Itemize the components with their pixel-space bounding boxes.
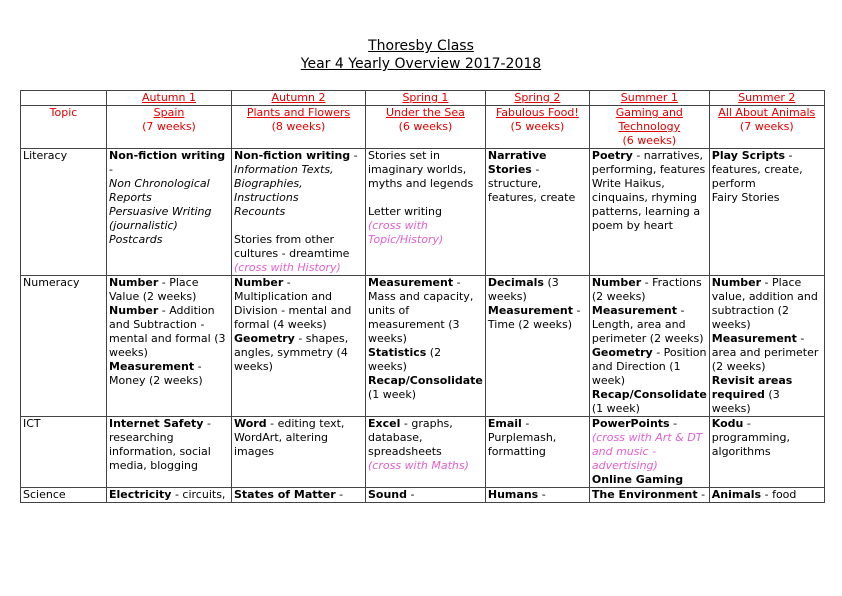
row-label-topic: Topic	[21, 106, 107, 149]
cell-text: Fairy Stories	[711, 191, 780, 204]
cell-text: Non Chronological Reports	[109, 177, 210, 204]
cell-text: Recounts	[234, 205, 286, 218]
cell-heading: Revisit areas required	[711, 374, 793, 401]
cell-heading: Non-fiction writing	[234, 149, 351, 162]
cell-text: Postcards	[109, 233, 163, 246]
cell-heading: Recap/Consolidate	[591, 388, 707, 401]
cell-heading: Excel	[368, 417, 401, 430]
cell-heading: Poetry	[591, 149, 633, 162]
term-autumn-1	[107, 91, 232, 106]
cell-text: - graphs, database, spreadsheets	[368, 417, 453, 458]
literacy-cell	[366, 149, 486, 276]
title-class-name: Thoresby Class	[368, 38, 474, 54]
numeracy-cell	[366, 276, 486, 417]
cell-heading: Number	[591, 276, 642, 289]
ict-cell	[366, 417, 486, 488]
cell-heading: Number	[109, 276, 159, 289]
term-spring-1	[366, 91, 486, 106]
science-cell	[366, 488, 486, 503]
literacy-cell	[107, 149, 232, 276]
cell-text: Information Texts, Biographies, Instructions	[234, 163, 334, 204]
cell-heading: Measurement	[591, 304, 677, 317]
cell-text: (1 week)	[591, 402, 640, 415]
term-header-row	[21, 91, 825, 106]
science-cell	[589, 488, 709, 503]
cell-text: -	[669, 417, 678, 430]
topic-name: Gaming and Technology	[615, 106, 683, 133]
corner-cell	[21, 91, 107, 106]
cell-text: (3 weeks)	[711, 388, 780, 415]
science-cell	[232, 488, 366, 503]
science-row	[21, 488, 825, 503]
topic-cell	[589, 106, 709, 149]
term-label: Autumn 1	[142, 91, 196, 104]
cell-text: -	[350, 149, 358, 162]
cell-text: - Mass and capacity, units of measurement (3 weeks)	[368, 276, 474, 345]
row-label-science: Science	[21, 488, 107, 503]
cell-heading: The Environment	[591, 488, 698, 501]
cell-text: -	[109, 163, 113, 176]
topic-cell	[366, 106, 486, 149]
term-label: Summer 2	[738, 91, 796, 104]
ict-cell	[709, 417, 824, 488]
cell-heading: Word	[234, 417, 267, 430]
title-overview: Year 4 Yearly Overview 2017-2018	[300, 56, 542, 72]
cell-heading: Sound	[368, 488, 408, 501]
cell-text: (2 weeks)	[368, 346, 442, 373]
cell-text: - Fractions (2 weeks)	[591, 276, 702, 303]
ict-cell	[107, 417, 232, 488]
literacy-row	[21, 149, 825, 276]
topic-name: Under the Sea	[386, 106, 465, 119]
literacy-cell	[485, 149, 589, 276]
cell-text: -	[697, 488, 706, 501]
topic-name: Plants and Flowers	[246, 106, 351, 119]
numeracy-cell	[485, 276, 589, 417]
science-cell	[485, 488, 589, 503]
cell-heading: Play Scripts	[711, 149, 786, 162]
cell-heading: Non-fiction writing	[109, 149, 226, 162]
cell-text: Stories from other cultures - dreamtime	[234, 233, 350, 260]
science-cell	[709, 488, 824, 503]
cell-text: - Place Value (2 weeks)	[109, 276, 199, 303]
cell-heading: Number	[109, 304, 159, 317]
cell-heading: Internet Safety	[109, 417, 204, 430]
cell-text: - structure, features, create	[487, 163, 576, 204]
cell-text: - programming, algorithms	[711, 417, 790, 458]
literacy-cell	[709, 149, 824, 276]
cell-text: - Purplemash, formatting	[487, 417, 557, 458]
cell-heading: Statistics	[368, 346, 427, 359]
term-summer-1	[589, 91, 709, 106]
cell-text: - Multiplication and Division - mental and formal (4 weeks)	[234, 276, 352, 331]
topic-name: All About Animals	[718, 106, 816, 119]
cell-heading: PowerPoints	[591, 417, 670, 430]
cell-heading: Online Gaming	[591, 473, 684, 486]
cross-curricular-note: (cross with Topic/History)	[368, 219, 444, 246]
literacy-cell	[589, 149, 709, 276]
cell-text: Stories set in imaginary worlds, myths and legends	[368, 149, 474, 190]
cell-heading: Animals	[711, 488, 762, 501]
cell-text: - food	[761, 488, 797, 501]
numeracy-cell	[709, 276, 824, 417]
term-autumn-2	[232, 91, 366, 106]
literacy-cell	[232, 149, 366, 276]
cell-heading: Narrative Stories	[487, 149, 547, 176]
cell-heading: Email	[487, 417, 522, 430]
cell-text: - researching information, social media, blogging	[109, 417, 211, 472]
cell-heading: States of Matter	[234, 488, 336, 501]
cross-curricular-note: (cross with Art & DT and music - advertising)	[591, 431, 703, 472]
numeracy-cell	[589, 276, 709, 417]
cell-heading: Measurement	[487, 304, 573, 317]
topic-weeks: (7 weeks)	[142, 120, 196, 133]
cell-text: - Position and Direction (1 week)	[591, 346, 707, 387]
topic-weeks: (7 weeks)	[739, 120, 794, 133]
cell-heading: Measurement	[109, 360, 195, 373]
cell-text: - shapes, angles, symmetry (4 weeks)	[234, 332, 349, 373]
cell-text: - Time (2 weeks)	[487, 304, 581, 331]
cell-text: Letter writing	[368, 205, 443, 218]
term-label: Autumn 2	[271, 91, 326, 104]
cell-text: -	[538, 488, 546, 501]
cell-heading: Number	[711, 276, 762, 289]
cell-text: - circuits,	[171, 488, 226, 501]
cell-heading: Geometry	[591, 346, 653, 359]
term-label: Summer 1	[620, 91, 678, 104]
row-label-numeracy: Numeracy	[21, 276, 107, 417]
topic-cell	[485, 106, 589, 149]
cell-text: - features, create, perform	[711, 149, 803, 190]
cell-text: - Length, area and perimeter (2 weeks)	[591, 304, 704, 345]
cell-heading: Kodu	[711, 417, 744, 430]
cell-text: - editing text, WordArt, altering images	[234, 417, 345, 458]
term-label: Spring 1	[402, 91, 449, 104]
cell-text: -	[335, 488, 344, 501]
ict-row	[21, 417, 825, 488]
cell-heading: Measurement	[368, 276, 454, 289]
topic-name: Spain	[153, 106, 185, 119]
ict-cell	[485, 417, 589, 488]
numeracy-row	[21, 276, 825, 417]
cell-heading: Electricity	[109, 488, 172, 501]
cell-text: (3 weeks)	[487, 276, 559, 303]
topic-cell	[232, 106, 366, 149]
term-label: Spring 2	[514, 91, 561, 104]
cell-text: - narratives, performing, features	[591, 149, 706, 176]
cell-text: - Addition and Subtraction - mental and formal (3 weeks)	[109, 304, 226, 359]
cell-text: Persuasive Writing (journalistic)	[109, 205, 212, 232]
topic-weeks: (5 weeks)	[510, 120, 565, 133]
science-cell	[107, 488, 232, 503]
numeracy-cell	[232, 276, 366, 417]
topic-weeks: (8 weeks)	[271, 120, 326, 133]
cell-text: (1 week)	[368, 388, 416, 401]
row-label-literacy: Literacy	[21, 149, 107, 276]
cell-heading: Humans	[487, 488, 539, 501]
cell-text: - Money (2 weeks)	[109, 360, 203, 387]
cell-heading: Measurement	[711, 332, 797, 345]
topic-weeks: (6 weeks)	[622, 134, 677, 147]
cell-text: -	[407, 488, 415, 501]
cell-text: - Place value, addition and subtraction (2 weeks)	[711, 276, 818, 331]
topic-name: Fabulous Food!	[495, 106, 579, 119]
cell-heading: Decimals	[487, 276, 544, 289]
ict-cell	[232, 417, 366, 488]
row-label-ict: ICT	[21, 417, 107, 488]
cell-heading: Recap/Consolidate	[368, 374, 483, 387]
term-spring-2	[485, 91, 589, 106]
cross-curricular-note: (cross with History)	[234, 261, 341, 274]
overview-table	[20, 90, 825, 503]
numeracy-cell	[107, 276, 232, 417]
topic-weeks: (6 weeks)	[398, 120, 453, 133]
cell-heading: Geometry	[234, 332, 295, 345]
cell-heading: Number	[234, 276, 284, 289]
topic-cell	[709, 106, 824, 149]
cell-text: Write Haikus, cinquains, rhyming patterns, learning a poem by heart	[591, 177, 701, 232]
cell-text: - area and perimeter (2 weeks)	[711, 332, 819, 373]
topic-cell	[107, 106, 232, 149]
topic-row	[21, 106, 825, 149]
ict-cell	[589, 417, 709, 488]
cross-curricular-note: (cross with Maths)	[368, 459, 469, 472]
term-summer-2	[709, 91, 824, 106]
